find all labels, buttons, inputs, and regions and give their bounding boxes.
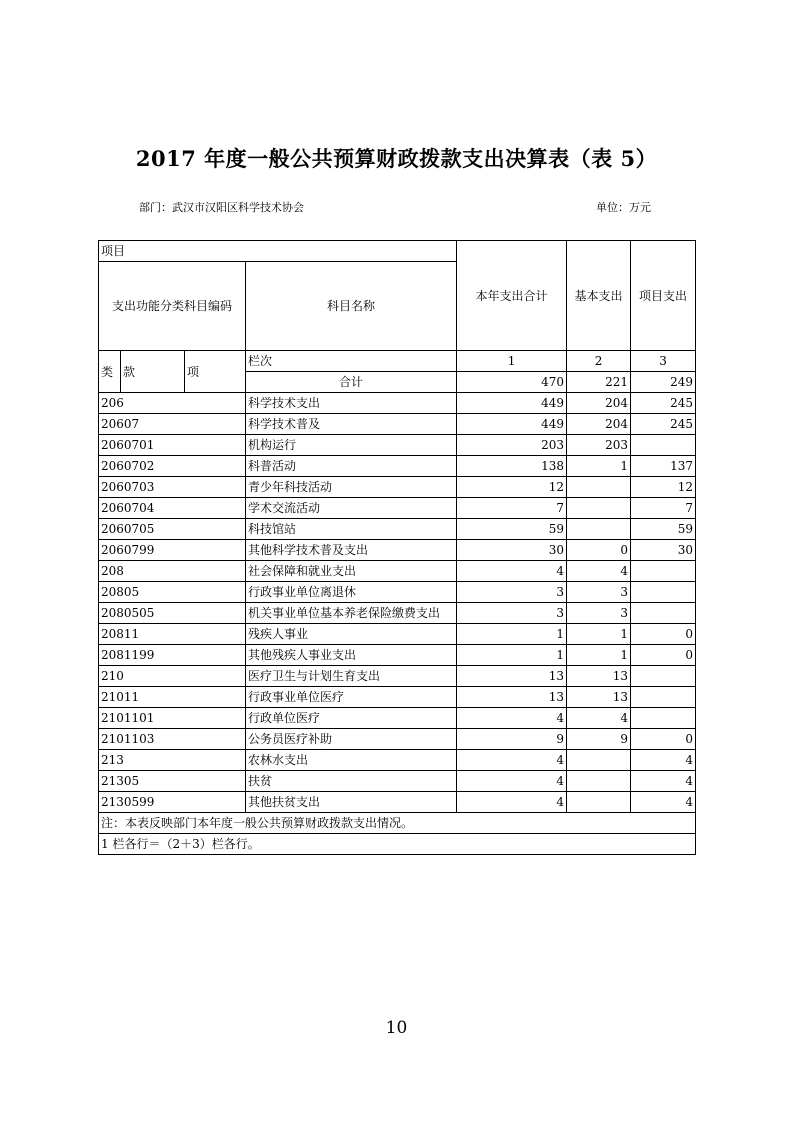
- row-total: 7: [457, 498, 567, 519]
- row-total: 203: [457, 435, 567, 456]
- header-lanci: 栏次: [246, 351, 457, 372]
- row-basic: 0: [567, 540, 631, 561]
- row-code: 20607: [99, 414, 246, 435]
- total-label: 合计: [246, 372, 457, 393]
- row-total: 4: [457, 771, 567, 792]
- row-basic: 203: [567, 435, 631, 456]
- table-row: [99, 624, 696, 645]
- table-row: [99, 477, 696, 498]
- row-project: [631, 687, 696, 708]
- row-basic: 1: [567, 456, 631, 477]
- header-col2: 2: [567, 351, 631, 372]
- row-basic: [567, 477, 631, 498]
- header-name: 科目名称: [246, 262, 457, 351]
- note-row: [99, 813, 696, 834]
- row-project: 4: [631, 750, 696, 771]
- total-basic: 221: [567, 372, 631, 393]
- row-name: 医疗卫生与计划生育支出: [246, 666, 457, 687]
- row-project: 0: [631, 729, 696, 750]
- row-basic: [567, 519, 631, 540]
- row-total: 12: [457, 477, 567, 498]
- row-name: 残疾人事业: [246, 624, 457, 645]
- row-project: 12: [631, 477, 696, 498]
- row-total: 13: [457, 687, 567, 708]
- expenditure-table: [98, 240, 696, 855]
- row-project: [631, 435, 696, 456]
- table-row: [99, 435, 696, 456]
- row-project: 245: [631, 414, 696, 435]
- header-project-expense: 项目支出: [631, 241, 696, 351]
- header-row-lanci: [99, 351, 696, 372]
- row-name: 行政事业单位离退休: [246, 582, 457, 603]
- row-basic: 13: [567, 687, 631, 708]
- row-code: 2060705: [99, 519, 246, 540]
- row-basic: 204: [567, 414, 631, 435]
- header-project: 项目: [99, 241, 457, 262]
- row-name: 科普活动: [246, 456, 457, 477]
- row-code: 2060799: [99, 540, 246, 561]
- row-code: 21011: [99, 687, 246, 708]
- row-code: 2060704: [99, 498, 246, 519]
- row-project: [631, 708, 696, 729]
- row-name: 扶贫: [246, 771, 457, 792]
- row-name: 机构运行: [246, 435, 457, 456]
- page-title: 2017 年度一般公共预算财政拨款支出决算表（表 5）: [135, 146, 658, 171]
- row-total: 3: [457, 603, 567, 624]
- row-total: 1: [457, 624, 567, 645]
- header-xiang: 项: [185, 351, 246, 393]
- row-code: 2060701: [99, 435, 246, 456]
- row-name: 学术交流活动: [246, 498, 457, 519]
- row-code: 20811: [99, 624, 246, 645]
- header-basic: 基本支出: [567, 241, 631, 351]
- table-row: [99, 498, 696, 519]
- table-row: [99, 729, 696, 750]
- row-total: 9: [457, 729, 567, 750]
- row-basic: 13: [567, 666, 631, 687]
- header-row-project: [99, 241, 696, 262]
- department-label: 部门：武汉市汉阳区科学技术协会: [139, 201, 304, 214]
- row-total: 30: [457, 540, 567, 561]
- row-name: 公务员医疗补助: [246, 729, 457, 750]
- row-code: 2130599: [99, 792, 246, 813]
- row-code: 20805: [99, 582, 246, 603]
- row-project: 0: [631, 624, 696, 645]
- total-project: 249: [631, 372, 696, 393]
- row-project: [631, 603, 696, 624]
- row-basic: 1: [567, 624, 631, 645]
- row-total: 4: [457, 561, 567, 582]
- row-project: 4: [631, 792, 696, 813]
- table-row: [99, 666, 696, 687]
- row-basic: 3: [567, 603, 631, 624]
- table-row: [99, 540, 696, 561]
- row-basic: [567, 498, 631, 519]
- row-total: 449: [457, 393, 567, 414]
- row-name: 行政事业单位医疗: [246, 687, 457, 708]
- row-code: 208: [99, 561, 246, 582]
- row-code: 206: [99, 393, 246, 414]
- note-text-2: 1 栏各行＝（2＋3）栏各行。: [99, 834, 696, 855]
- total-sum: 470: [457, 372, 567, 393]
- row-basic: 9: [567, 729, 631, 750]
- note-text-1: 注：本表反映部门本年度一般公共预算财政拨款支出情况。: [99, 813, 696, 834]
- row-total: 4: [457, 708, 567, 729]
- table-row: [99, 687, 696, 708]
- header-lei: 类: [99, 351, 121, 393]
- row-code: 210: [99, 666, 246, 687]
- row-project: 59: [631, 519, 696, 540]
- row-total: 4: [457, 750, 567, 771]
- row-project: 245: [631, 393, 696, 414]
- row-name: 科技馆站: [246, 519, 457, 540]
- row-project: [631, 561, 696, 582]
- row-total: 4: [457, 792, 567, 813]
- row-basic: 204: [567, 393, 631, 414]
- row-name: 农林水支出: [246, 750, 457, 771]
- table-row: [99, 393, 696, 414]
- row-name: 行政单位医疗: [246, 708, 457, 729]
- table-row: [99, 456, 696, 477]
- row-basic: 4: [567, 561, 631, 582]
- row-total: 449: [457, 414, 567, 435]
- row-name: 青少年科技活动: [246, 477, 457, 498]
- header-col1: 1: [457, 351, 567, 372]
- note-row: [99, 834, 696, 855]
- row-project: [631, 582, 696, 603]
- row-name: 社会保障和就业支出: [246, 561, 457, 582]
- row-code: 2060702: [99, 456, 246, 477]
- table-row: [99, 771, 696, 792]
- table-row: [99, 750, 696, 771]
- row-project: 4: [631, 771, 696, 792]
- row-basic: 3: [567, 582, 631, 603]
- row-basic: [567, 792, 631, 813]
- row-name: 其他残疾人事业支出: [246, 645, 457, 666]
- row-code: 213: [99, 750, 246, 771]
- row-project: 7: [631, 498, 696, 519]
- table-row: [99, 708, 696, 729]
- table-row: [99, 792, 696, 813]
- table-row: [99, 603, 696, 624]
- row-name: 其他科学技术普及支出: [246, 540, 457, 561]
- row-name: 机关事业单位基本养老保险缴费支出: [246, 603, 457, 624]
- header-total: 本年支出合计: [457, 241, 567, 351]
- row-total: 59: [457, 519, 567, 540]
- row-project: 30: [631, 540, 696, 561]
- row-basic: 1: [567, 645, 631, 666]
- page-number: 10: [385, 1018, 408, 1038]
- row-code: 2060703: [99, 477, 246, 498]
- row-project: 137: [631, 456, 696, 477]
- row-name: 科学技术支出: [246, 393, 457, 414]
- table-row: [99, 561, 696, 582]
- row-basic: [567, 750, 631, 771]
- row-total: 3: [457, 582, 567, 603]
- row-code: 2080505: [99, 603, 246, 624]
- row-total: 1: [457, 645, 567, 666]
- table-row: [99, 414, 696, 435]
- header-kuan: 款: [121, 351, 185, 393]
- row-basic: 4: [567, 708, 631, 729]
- unit-label: 单位：万元: [596, 201, 651, 214]
- row-code: 2101101: [99, 708, 246, 729]
- table-row: [99, 645, 696, 666]
- row-name: 科学技术普及: [246, 414, 457, 435]
- table-row: [99, 582, 696, 603]
- row-code: 2081199: [99, 645, 246, 666]
- table-row: [99, 519, 696, 540]
- row-basic: [567, 771, 631, 792]
- row-project: 0: [631, 645, 696, 666]
- row-total: 138: [457, 456, 567, 477]
- header-col3: 3: [631, 351, 696, 372]
- row-project: [631, 666, 696, 687]
- row-total: 13: [457, 666, 567, 687]
- row-name: 其他扶贫支出: [246, 792, 457, 813]
- row-code: 2101103: [99, 729, 246, 750]
- row-code: 21305: [99, 771, 246, 792]
- header-code-group: 支出功能分类科目编码: [99, 262, 246, 351]
